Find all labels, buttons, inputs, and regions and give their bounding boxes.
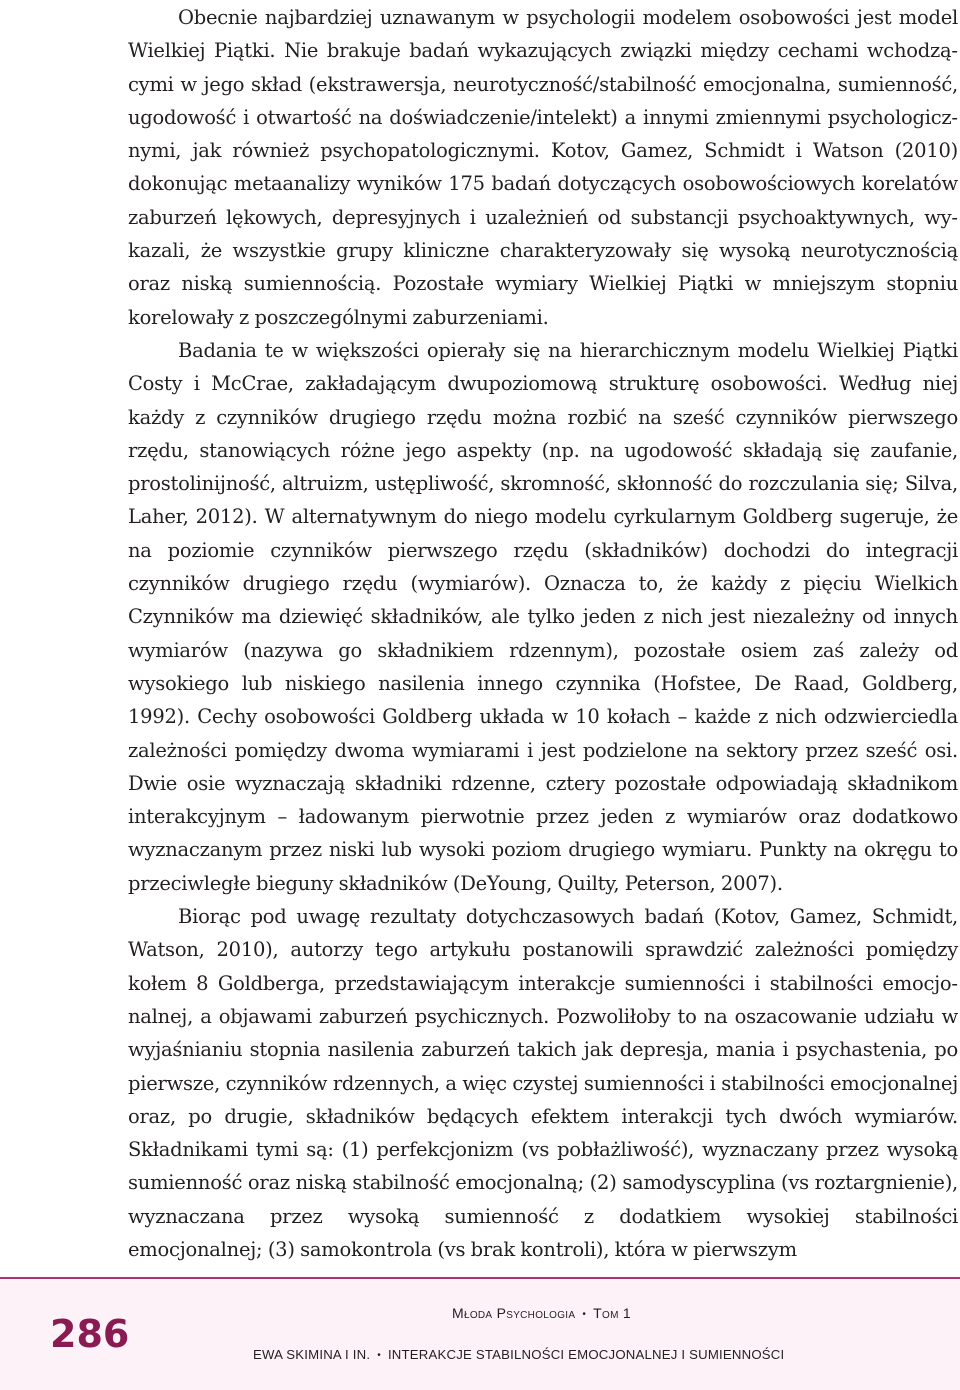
paragraph-big-five-intro: Obecnie najbardziej uznawanym w psychologii modelem osobowości jest model Wielkiej Piątki. Nie brakuje badań wykazujących związki między cechami wchodzącymi w jego skład (ekstrawersja, neurotyczność/stabilność emocjonalna, sumienność, ugodowość i otwartość na doświadczenie/intelekt) a innymi zmiennymi psychologicznymi, jak również psychopatologicznymi. Kotov, Gamez, Schmidt i Watson (2010) dokonując metaanalizy wyników 175 badań dotyczących osobowościowych korelatów zaburzeń lękowych, depresyjnych i uzależnień od substancji psychoaktywnych, wykazali, że wszystkie grupy kliniczne charakteryzowały się wysoką neurotycznością oraz niską sumiennością. Pozostałe wymiary Wielkiej Piątki w mniejszym stopniu korelowały z poszczególnymi zaburzeniami. — [128, 6, 958, 329]
running-head — [253, 1347, 784, 1362]
paragraph-hierarchical-model: Badania te w większości opierały się na hierarchicznym modelu Wielkiej Piątki Costy i McCrae, zakładającym dwupoziomową strukturę osobowości. Według niej każdy z czynników drugiego rzędu można rozbić na sześć czynników pierwszego rzędu, stanowiących różne jego aspekty (np. na ugodowość składają się zaufanie, prostolinijność, altruizm, ustępliwość, skromność, skłonność do rozczulania się; Silva, Laher, 2012). W alternatywnym do niego modelu cyrkularnym Goldberg sugeruje, że na poziomie czynników pierwszego rzędu (składników) dochodzi do integracji czynników drugiego rzędu (wymiarów). Oznacza to, że każdy z pięciu Wielkich Czynników ma dziewięć składników, ale tylko jeden z nich jest niezależny od innych wymiarów (nazywa go składnikiem rdzennym), pozostałe osiem zaś zależy od wysokiego lub niskiego nasilenia innego czynnika (Hofstee, De Raad, Goldberg, 1992). Cechy osobowości Goldberg układa w 10 kołach – każde z nich odzwierciedla zależności pomiędzy dwoma wymiarami i jest podzielone na sektory przez sześć osi. Dwie osie wyznaczają składniki rdzenne, cztery pozostałe odpowiadają składnikom interakcyjnym – ładowanym pierwotnie przez jeden z wymiarów oraz dodatkowo wyznaczanym przez niski lub wysoki poziom drugiego wymiaru. Punkty na okręgu to przeciwległe bieguny składników (DeYoung, Quilty, Peterson, 2007). — [128, 338, 958, 895]
running-head-author: EWA SKIMINA I IN. — [253, 1347, 371, 1362]
page-number: 286 — [50, 1312, 130, 1356]
journal-title: Młoda Psychologia — [452, 1305, 576, 1321]
running-head-title: INTERAKCJE STABILNOŚCI EMOCJONALNEJ I SUMIENNOŚCI — [387, 1347, 785, 1362]
article-body — [128, 0, 958, 1266]
separator-dot: • — [582, 1309, 587, 1320]
separator-dot: • — [377, 1350, 381, 1361]
page-footer — [0, 1277, 960, 1390]
journal-info — [452, 1305, 631, 1321]
paragraph-study-aim: Biorąc pod uwagę rezultaty dotychczasowych badań (Kotov, Gamez, Schmidt, Watson, 2010), autorzy tego artykułu postanowili sprawdzić zależności pomiędzy kołem 8 Goldberga, przedstawiającym interakcje sumienności i stabilności emocjonalnej, a objawami zaburzeń psychicznych. Pozwoliłoby to na oszacowanie udziału w wyjaśnianiu stopnia nasilenia zaburzeń takich jak depresja, mania i psychastenia, po pierwsze, czynników rdzennych, a więc czystej sumienności i stabilności emocjonalnej oraz, po drugie, składników będących efektem interakcji tych dwóch wymiarów. Składnikami tymi są: (1) perfekcjonizm (vs pobłażliwość), wyznaczany przez wysoką sumienność oraz niską stabilność emocjonalną; (2) samodyscyplina (vs roztargnienie), wyznaczana przez wysoką sumienność z dodatkiem wysokiej stabilności emocjonalnej; (3) samokontrola (vs brak kontroli), która w pierwszym — [128, 905, 958, 1261]
journal-volume: Tom 1 — [593, 1305, 632, 1321]
